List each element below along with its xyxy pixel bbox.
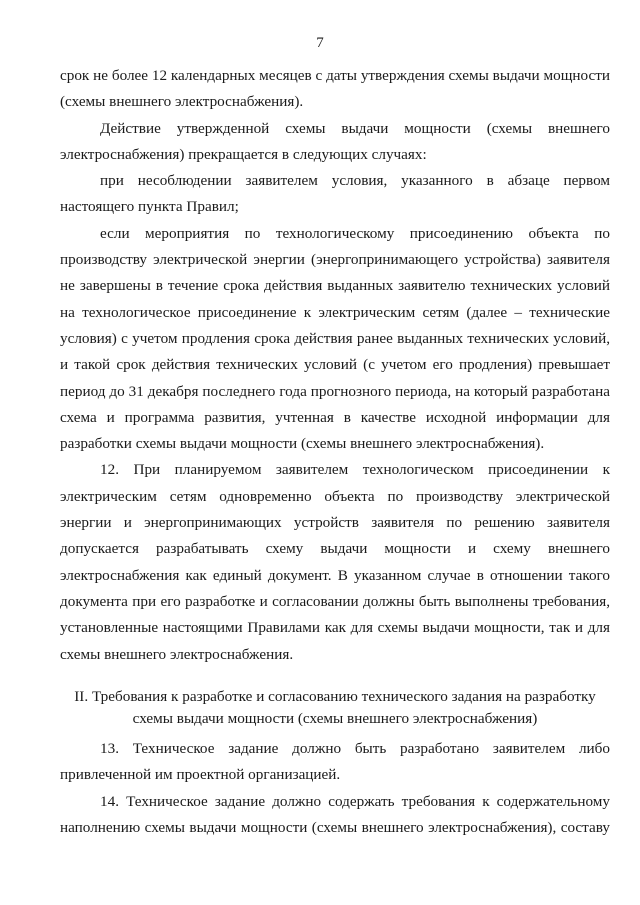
- section-heading: [60, 686, 610, 730]
- paragraph-line: условия) с учетом продления срока действия ранее выданных технических условий,: [60, 329, 610, 347]
- paragraph-line: Действие утвержденной схемы выдачи мощности (схемы внешнего: [100, 119, 610, 137]
- paragraph-line: разработки схемы выдачи мощности (схемы внешнего электроснабжения).: [60, 435, 545, 453]
- paragraph-line: срок не более 12 календарных месяцев с даты утверждения схемы выдачи мощности: [60, 67, 610, 84]
- paragraph-line: если мероприятия по технологическому присоединению объекта по: [100, 224, 610, 242]
- paragraph-line: схемы внешнего электроснабжения.: [60, 645, 294, 663]
- paragraph-line: электроснабжения) прекращается в следующих случаях:: [60, 145, 427, 163]
- paragraph-line: документа при его разработке и согласовании должны быть выполнены требования,: [60, 592, 610, 610]
- paragraph-line: производству электрической энергии (энергопринимающего устройства) заявителя: [60, 251, 610, 269]
- page-number: 7: [316, 35, 324, 51]
- section-heading-line: II. Требования к разработке и согласованию технического задания на разработку: [74, 688, 596, 705]
- paragraph-line: настоящего пункта Правил;: [60, 198, 239, 216]
- paragraph-line: и такой срок действия технических условий (с учетом его продления) превышает: [60, 356, 610, 374]
- paragraph-line: (схемы внешнего электроснабжения).: [60, 93, 304, 111]
- body-text: [60, 63, 610, 668]
- paragraph-line: электроснабжения как единый документ. В указанном случае в отношении такого: [60, 566, 610, 584]
- paragraph-line: энергии и энергопринимающих устройств заявителя по решению заявителя: [60, 514, 610, 532]
- paragraph-line: 12. При планируемом заявителем технологическом присоединении к: [100, 461, 610, 479]
- section-heading-line: схемы выдачи мощности (схемы внешнего электроснабжения): [132, 710, 538, 727]
- paragraph-line: установленные настоящими Правилами как для схемы выдачи мощности, так и для: [60, 619, 610, 637]
- paragraph-line: при несоблюдении заявителем условия, указанного в абзаце первом: [100, 172, 610, 190]
- paragraph-line: не завершены в течение срока действия выданных заявителю технических условий: [60, 277, 610, 295]
- paragraph-line: электрическим сетям одновременно объекта по производству электрической: [60, 487, 610, 505]
- paragraph-line: наполнению схемы выдачи мощности (схемы внешнего электроснабжения), составу: [60, 818, 610, 836]
- paragraph-line: период до 31 декабря последнего года прогнозного периода, на который разработана: [60, 382, 610, 400]
- paragraph-line: допускается разрабатывать схему выдачи мощности и схему внешнего: [60, 540, 610, 558]
- body-text-section-2: [60, 736, 610, 841]
- paragraph-line: на технологическое присоединение к электрическим сетям (далее – технические: [60, 303, 610, 321]
- paragraph-line: привлеченной им проектной организацией.: [60, 766, 341, 784]
- paragraph-line: 13. Техническое задание должно быть разработано заявителем либо: [100, 740, 610, 757]
- paragraph-line: схема и программа развития, учтенная в качестве исходной информации для: [60, 408, 610, 426]
- paragraph-line: 14. Техническое задание должно содержать требования к содержательному: [100, 792, 610, 810]
